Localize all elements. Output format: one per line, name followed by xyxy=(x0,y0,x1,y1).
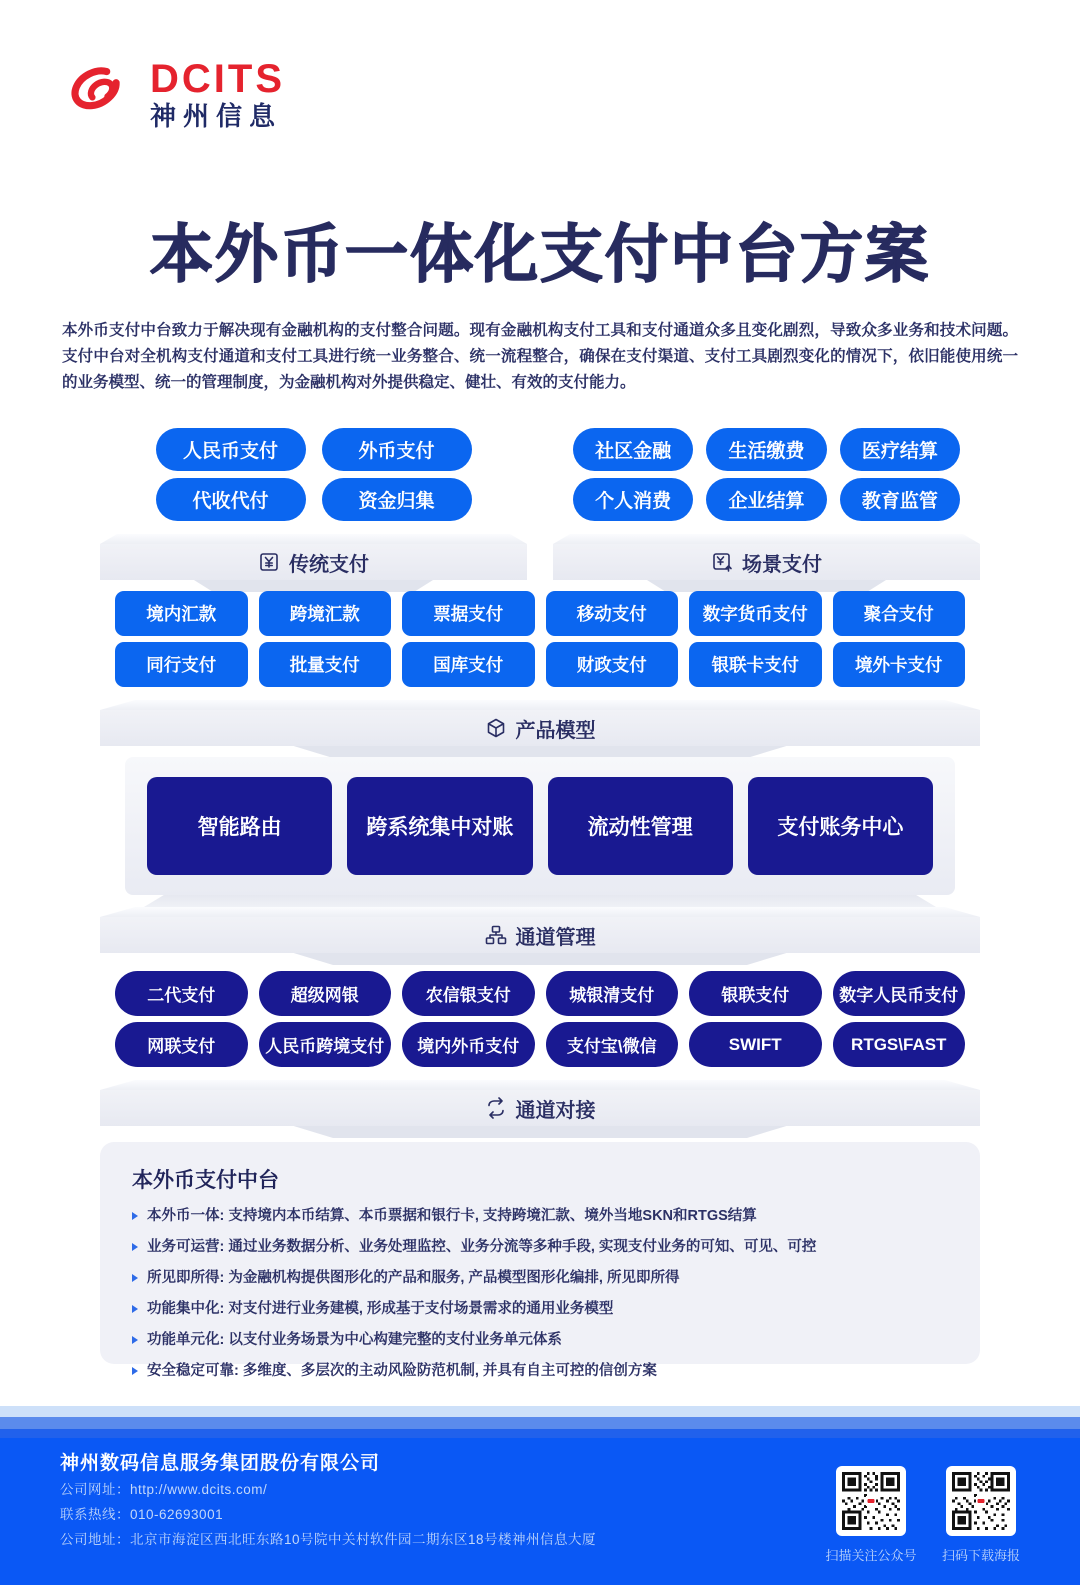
hierarchy-icon xyxy=(485,924,507,946)
page-title: 本外币一体化支付中台方案 xyxy=(150,220,930,290)
channel-pill: 支付宝\微信 xyxy=(546,1022,679,1067)
channel-pill: 二代支付 xyxy=(115,971,248,1016)
pedestal-label: 产品模型 xyxy=(515,719,596,742)
channel-pill: SWIFT xyxy=(689,1022,822,1067)
bullet-text: 功能单元化: 以支付业务场景为中心构建完整的支付业务单元体系 xyxy=(147,1332,562,1348)
channel-pill: 人民币跨境支付 xyxy=(259,1022,392,1067)
product-box: 财政支付 xyxy=(546,642,679,687)
channel-pill: RTGS\FAST xyxy=(833,1022,966,1067)
management-box: 智能路由 xyxy=(147,777,332,875)
product-box: 境外卡支付 xyxy=(833,642,966,687)
channel-pill: 超级网银 xyxy=(259,971,392,1016)
summary-bullet xyxy=(132,1362,948,1380)
pill-item: 个人消费 xyxy=(573,478,693,521)
product-box: 批量支付 xyxy=(259,642,392,687)
bullet-text: 所见即所得: 为金融机构提供图形化的产品和服务, 产品模型图形化编排, 所见即所得 xyxy=(147,1270,680,1286)
company-name: 神州数码信息服务集团股份有限公司 xyxy=(60,1453,381,1474)
channel-pill: 境内外币支付 xyxy=(402,1022,535,1067)
product-box: 境内汇款 xyxy=(115,591,248,636)
qr-block-poster xyxy=(926,1466,1036,1564)
yen-arrow-icon xyxy=(711,551,733,573)
brand-subname: 神州信息 xyxy=(150,100,283,131)
swirl-logo-icon xyxy=(62,54,138,135)
exchange-icon xyxy=(485,1097,507,1119)
pill-item: 资金归集 xyxy=(322,478,472,521)
summary-bullet xyxy=(132,1300,948,1318)
pedestal xyxy=(100,700,980,758)
pedestal xyxy=(100,1080,980,1138)
footer xyxy=(0,1406,1080,1585)
pedestal-label: 传统支付 xyxy=(289,553,369,576)
product-box: 跨境汇款 xyxy=(259,591,392,636)
qr-block-wechat xyxy=(816,1466,926,1564)
bullet-text: 本外币一体: 支持境内本币结算、本币票据和银行卡, 支持跨境汇款、境外当地SKN和RTGS结算 xyxy=(147,1208,757,1224)
pill-item: 企业结算 xyxy=(706,478,826,521)
section-channel-management xyxy=(100,757,980,965)
channel-pill: 农信银支付 xyxy=(402,971,535,1016)
management-panel xyxy=(125,757,955,895)
bullet-triangle-icon xyxy=(132,1336,138,1344)
bullet-triangle-icon xyxy=(132,1274,138,1282)
pill-item: 医疗结算 xyxy=(840,428,960,471)
product-box: 聚合支付 xyxy=(833,591,966,636)
logo xyxy=(62,54,285,135)
section-scenario-payment xyxy=(553,428,980,592)
summary-title: 本外币支付中台 xyxy=(132,1169,279,1192)
pedestal-label: 通道对接 xyxy=(515,1099,596,1122)
company-hotline: 联系热线：010-62693001 xyxy=(60,1507,224,1522)
bullet-triangle-icon xyxy=(132,1367,138,1375)
pill-item: 教育监管 xyxy=(840,478,960,521)
summary-bullet xyxy=(132,1238,948,1256)
bullet-text: 业务可运营: 通过业务数据分析、业务处理监控、业务分流等多种手段, 实现支付业务的可知、可见、可控 xyxy=(147,1239,817,1255)
channel-pill: 数字人民币支付 xyxy=(833,971,966,1016)
bullet-triangle-icon xyxy=(132,1212,138,1220)
section-traditional-payment xyxy=(100,428,527,592)
company-website: 公司网址：http://www.dcits.com/ xyxy=(60,1482,268,1497)
qr-code xyxy=(836,1466,906,1536)
bullet-triangle-icon xyxy=(132,1243,138,1251)
pedestal xyxy=(100,907,980,965)
pedestal xyxy=(553,534,980,592)
section-product-model xyxy=(100,591,980,758)
intro-paragraph: 本外币支付中台致力于解决现有金融机构的支付整合问题。现有金融机构支付工具和支付通道众多且变化剧烈，导致众多业务和技术问题。支付中台对全机构支付通道和支付工具进行统一业务整合、统一流程整合，确保在支付渠道、支付工具剧烈变化的情况下，依旧能使用统一的业务模型、统一的管理制度，为金融机构对外提供稳定、健壮、有效的支付能力。 xyxy=(62,322,1018,391)
brand-name: DCITS xyxy=(150,56,285,101)
management-box: 跨系统集中对账 xyxy=(347,777,532,875)
pedestal-label: 通道管理 xyxy=(515,926,596,949)
summary-bullet xyxy=(132,1331,948,1349)
bullet-text: 安全稳定可靠: 多维度、多层次的主动风险防范机制, 并具有自主可控的信创方案 xyxy=(147,1363,657,1379)
product-box: 票据支付 xyxy=(402,591,535,636)
bullet-triangle-icon xyxy=(132,1305,138,1313)
summary-bullet xyxy=(132,1207,948,1225)
channel-pill: 网联支付 xyxy=(115,1022,248,1067)
product-box: 移动支付 xyxy=(546,591,679,636)
product-box: 国库支付 xyxy=(402,642,535,687)
management-box: 支付账务中心 xyxy=(748,777,933,875)
product-box: 银联卡支付 xyxy=(689,642,822,687)
product-box: 数字货币支付 xyxy=(689,591,822,636)
summary-bullet xyxy=(132,1269,948,1287)
qr-caption: 扫描关注公众号 xyxy=(825,1548,917,1563)
qr-caption: 扫码下载海报 xyxy=(941,1548,1020,1563)
pill-item: 外币支付 xyxy=(322,428,472,471)
section-channel-connect xyxy=(100,971,980,1138)
product-box: 同行支付 xyxy=(115,642,248,687)
channel-pill: 城银清支付 xyxy=(546,971,679,1016)
bullet-text: 功能集中化: 对支付进行业务建模, 形成基于支付场景需求的通用业务模型 xyxy=(147,1301,614,1317)
management-box: 流动性管理 xyxy=(548,777,733,875)
pill-item: 人民币支付 xyxy=(156,428,306,471)
cube-icon xyxy=(485,717,507,739)
pill-item: 代收代付 xyxy=(156,478,306,521)
channel-pill: 银联支付 xyxy=(689,971,822,1016)
summary-card xyxy=(100,1142,980,1379)
pill-item: 生活缴费 xyxy=(706,428,826,471)
pedestal-label: 场景支付 xyxy=(742,553,822,576)
company-address: 公司地址：北京市海淀区西北旺东路10号院中关村软件园二期东区18号楼神州信息大厦 xyxy=(60,1532,597,1547)
pedestal xyxy=(100,534,527,592)
qr-code xyxy=(946,1466,1016,1536)
pill-item: 社区金融 xyxy=(573,428,693,471)
yen-frame-icon xyxy=(258,551,280,573)
